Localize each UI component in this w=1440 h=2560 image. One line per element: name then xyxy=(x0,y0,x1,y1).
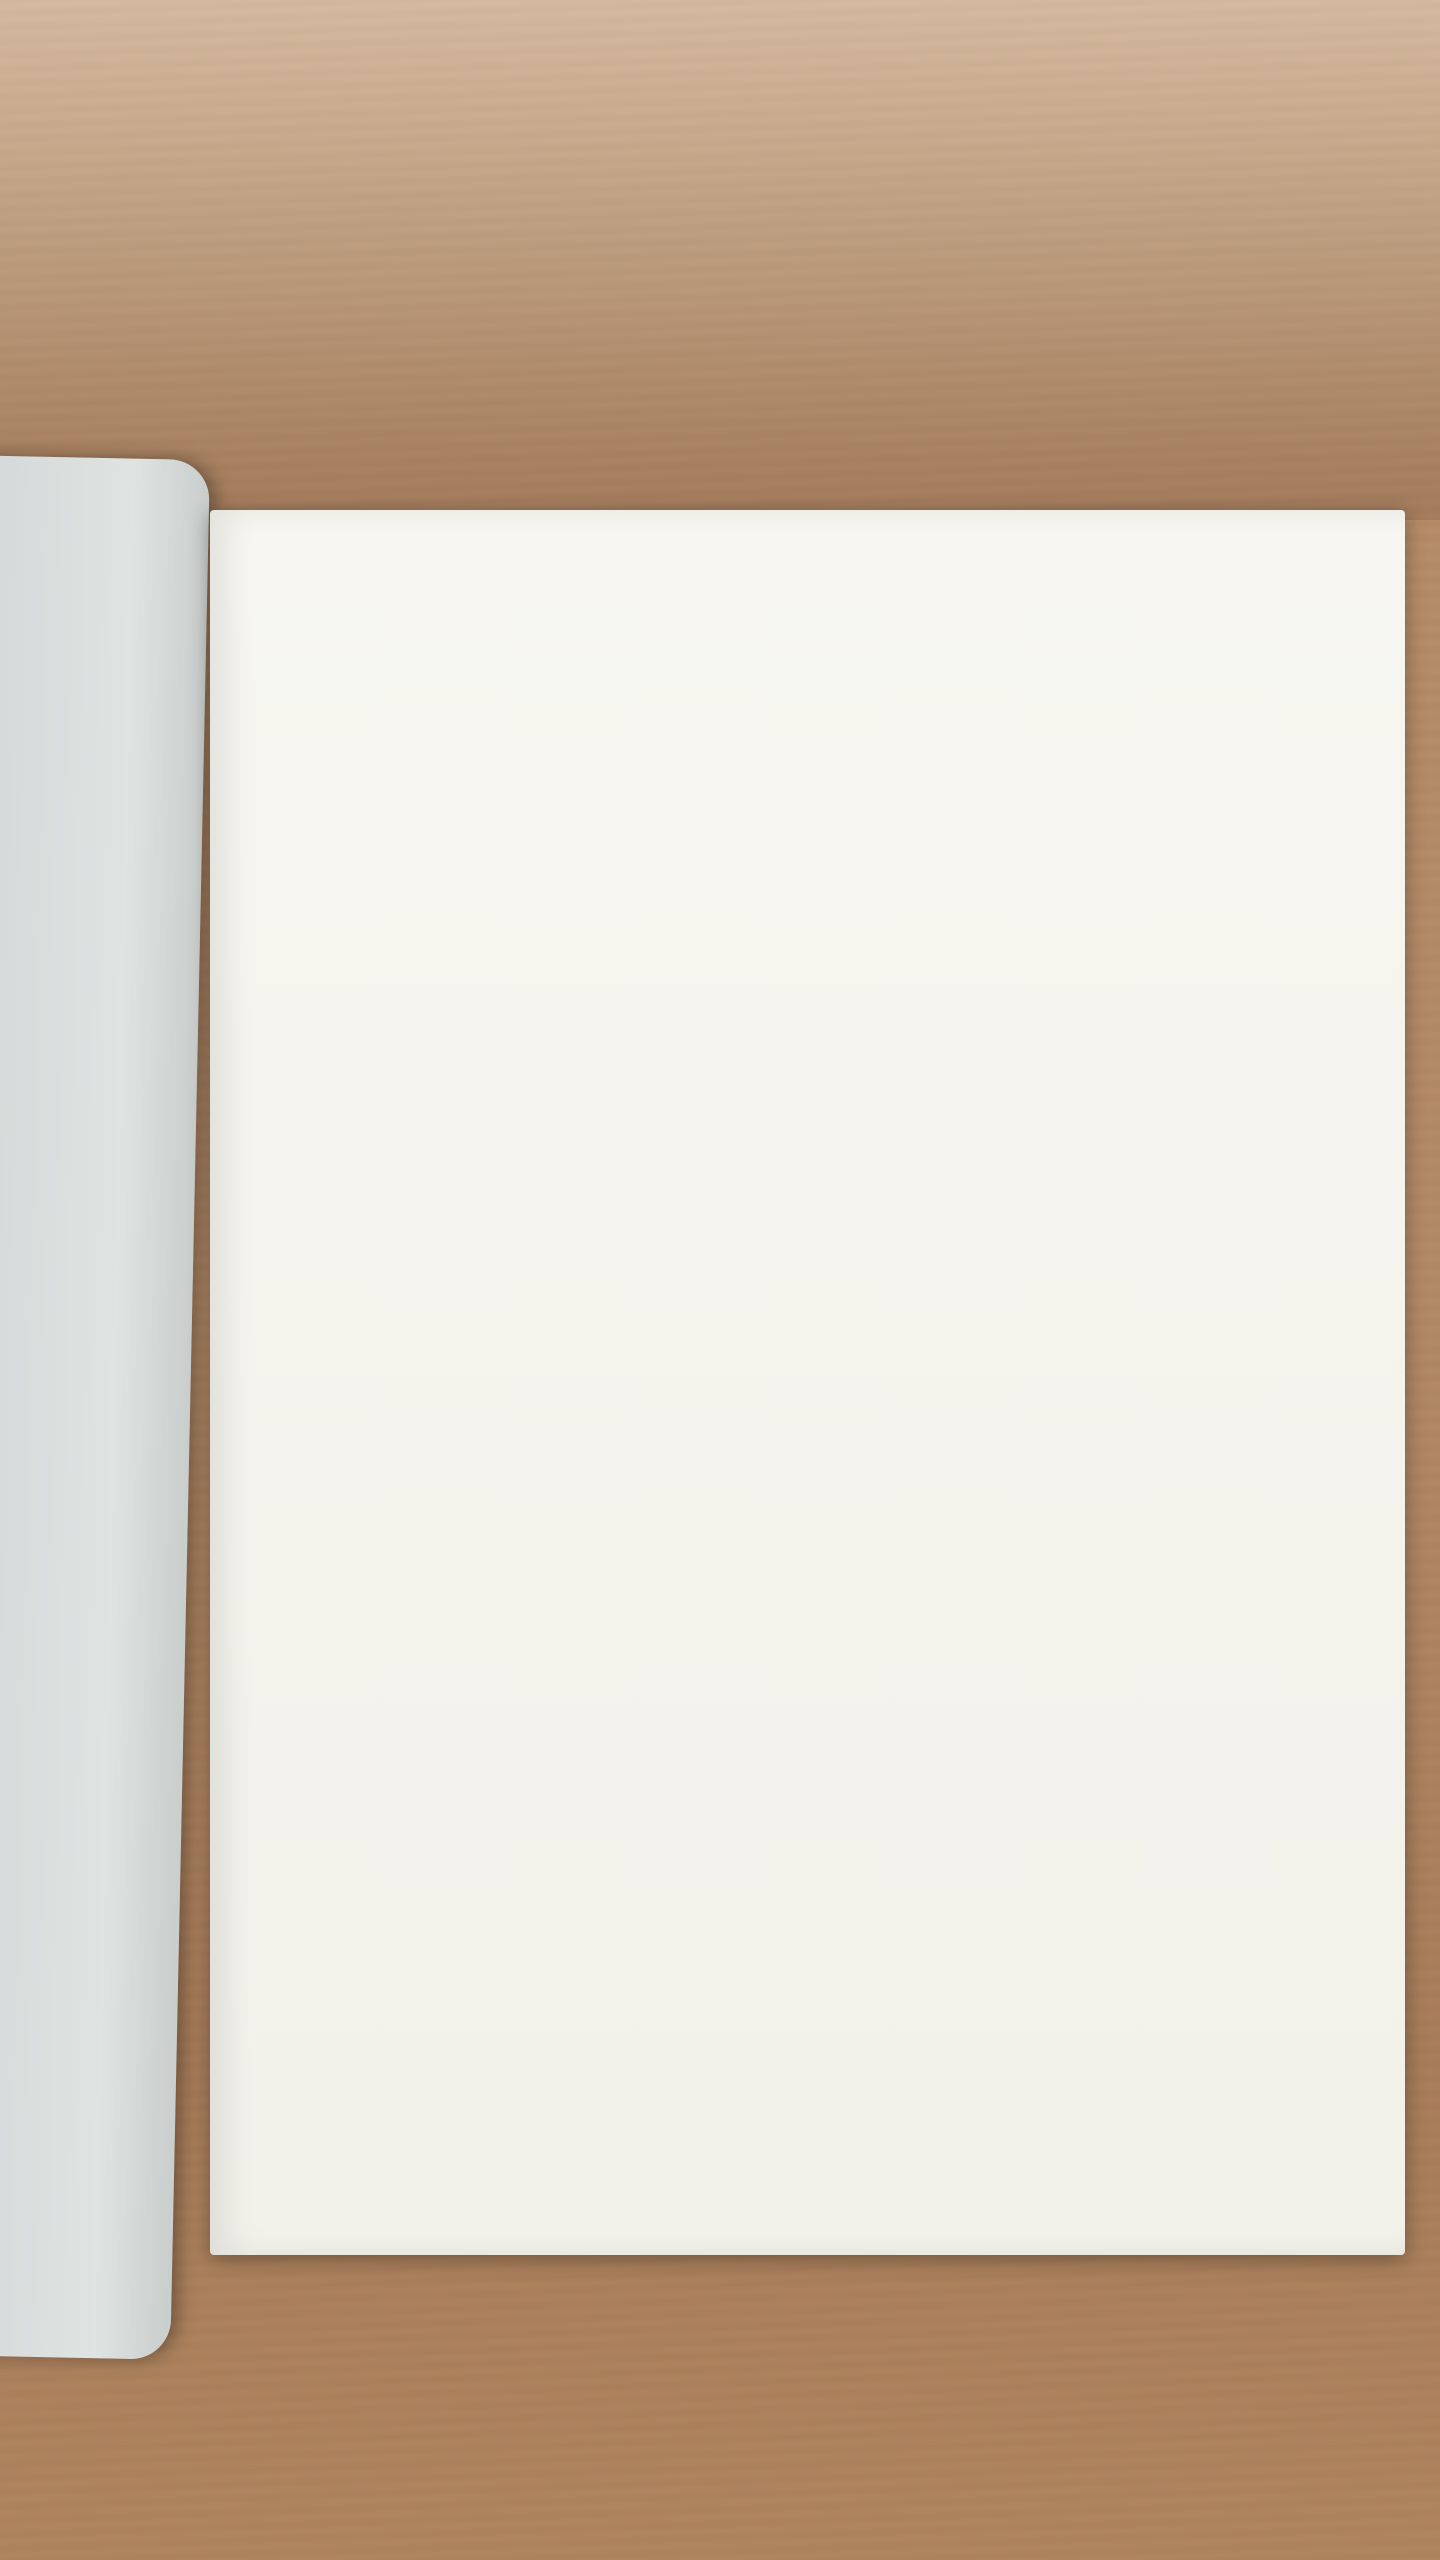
desk-surface xyxy=(0,0,1440,520)
left-book-page xyxy=(0,455,210,2360)
right-book-page xyxy=(210,510,1405,2255)
